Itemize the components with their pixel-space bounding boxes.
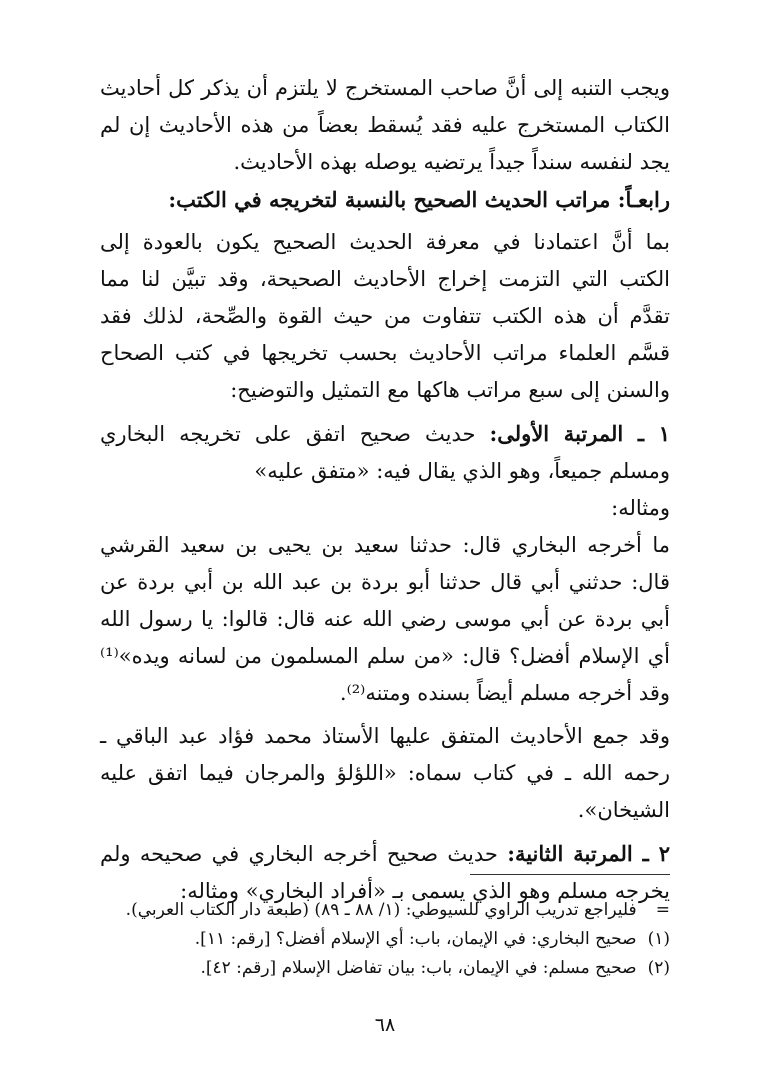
- footnote-mark: (٢): [647, 958, 670, 978]
- paragraph-intro: ويجب التنبه إلى أنَّ صاحب المستخرج لا يلتزم أن يذكر كل أحاديث الكتاب المستخرج عليه فقد يُسقط بعضاً من هذه الأحاديث إن لم يجد لنفسه سنداً جيداً يرتضيه يوصله بهذه الأحاديث.: [100, 76, 670, 174]
- rank-two-text: حديث صحيح أخرجه البخاري في صحيحه ولم يخرجه مسلم وهو الذي يسمى بـ «أفراد البخاري» ومثاله:: [100, 842, 670, 903]
- page-body: [100, 70, 670, 1050]
- footnote-1: [70, 925, 670, 954]
- paragraph-lulu-marjan: وقد جمع الأحاديث المتفق عليها الأستاذ محمد فؤاد عبد الباقي ـ رحمه الله ـ في كتاب سماه: «اللؤلؤ والمرجان فيما اتفق عليه الشيخان».: [100, 724, 670, 822]
- footnote-continuation: [70, 896, 670, 925]
- footnote-mark: (١): [647, 929, 670, 949]
- footnote-text: صحيح مسلم: في الإيمان، باب: بيان تفاضل الإسلام [رقم: ٤٢].: [200, 958, 637, 978]
- footnote-separator: [470, 874, 670, 875]
- footnote-2: [70, 954, 670, 983]
- footnote-mark: =: [655, 900, 670, 920]
- rank-one: [100, 415, 670, 490]
- page-number: ٦٨: [374, 1014, 396, 1036]
- rank-two-label: ٢ ـ المرتبة الثانية:: [507, 841, 670, 866]
- rank-one-example-label: ومثاله:: [611, 496, 670, 520]
- rank-one-text: حديث صحيح اتفق على تخريجه البخاري ومسلم جميعاً، وهو الذي يقال فيه: «متفق عليه»: [100, 422, 670, 483]
- section-heading: رابعـاً: مراتب الحديث الصحيح بالنسبة لتخريجه في الكتب:: [168, 187, 670, 212]
- footnote-text: فليراجع تدريب الراوي للسيوطي: (١/ ٨٨ ـ ٨٩) (طبعة دار الكتاب العربي).: [125, 900, 637, 920]
- footnote-text: صحيح البخاري: في الإيمان، باب: أي الإسلام أفضل؟ [رقم: ١١].: [194, 929, 637, 949]
- paragraph-ranks-intro: بما أنَّ اعتمادنا في معرفة الحديث الصحيح يكون بالعودة إلى الكتب التي التزمت إخراج الأحاديث الصحيحة، وقد تبيَّن لنا مما تقدَّم أن هذه الكتب تتفاوت من حيث القوة والصِّحة، لذلك فقد قسَّم العلماء مراتب الأحاديث بحسب تخريجها في كتب الصحاح والسنن إلى سبع مراتب هاكها مع التمثيل والتوضيح:: [100, 230, 670, 402]
- footnotes: [70, 896, 670, 983]
- rank-one-label: ١ ـ المرتبة الأولى:: [489, 421, 670, 446]
- paragraph-bukhari-example: ما أخرجه البخاري قال: حدثنا سعيد بن يحيى بن سعيد القرشي قال: حدثني أبي قال حدثنا أبو بردة بن عبد الله بن أبي بردة عن أبي بردة عن أبي موسى رضي الله عنه قال: قالوا: يا رسول الله أي الإسلام أفضل؟ قال: «من سلم المسلمون من لسانه ويده»⁽¹⁾ وقد أخرجه مسلم أيضاً بسنده ومتنه⁽²⁾.: [100, 533, 670, 705]
